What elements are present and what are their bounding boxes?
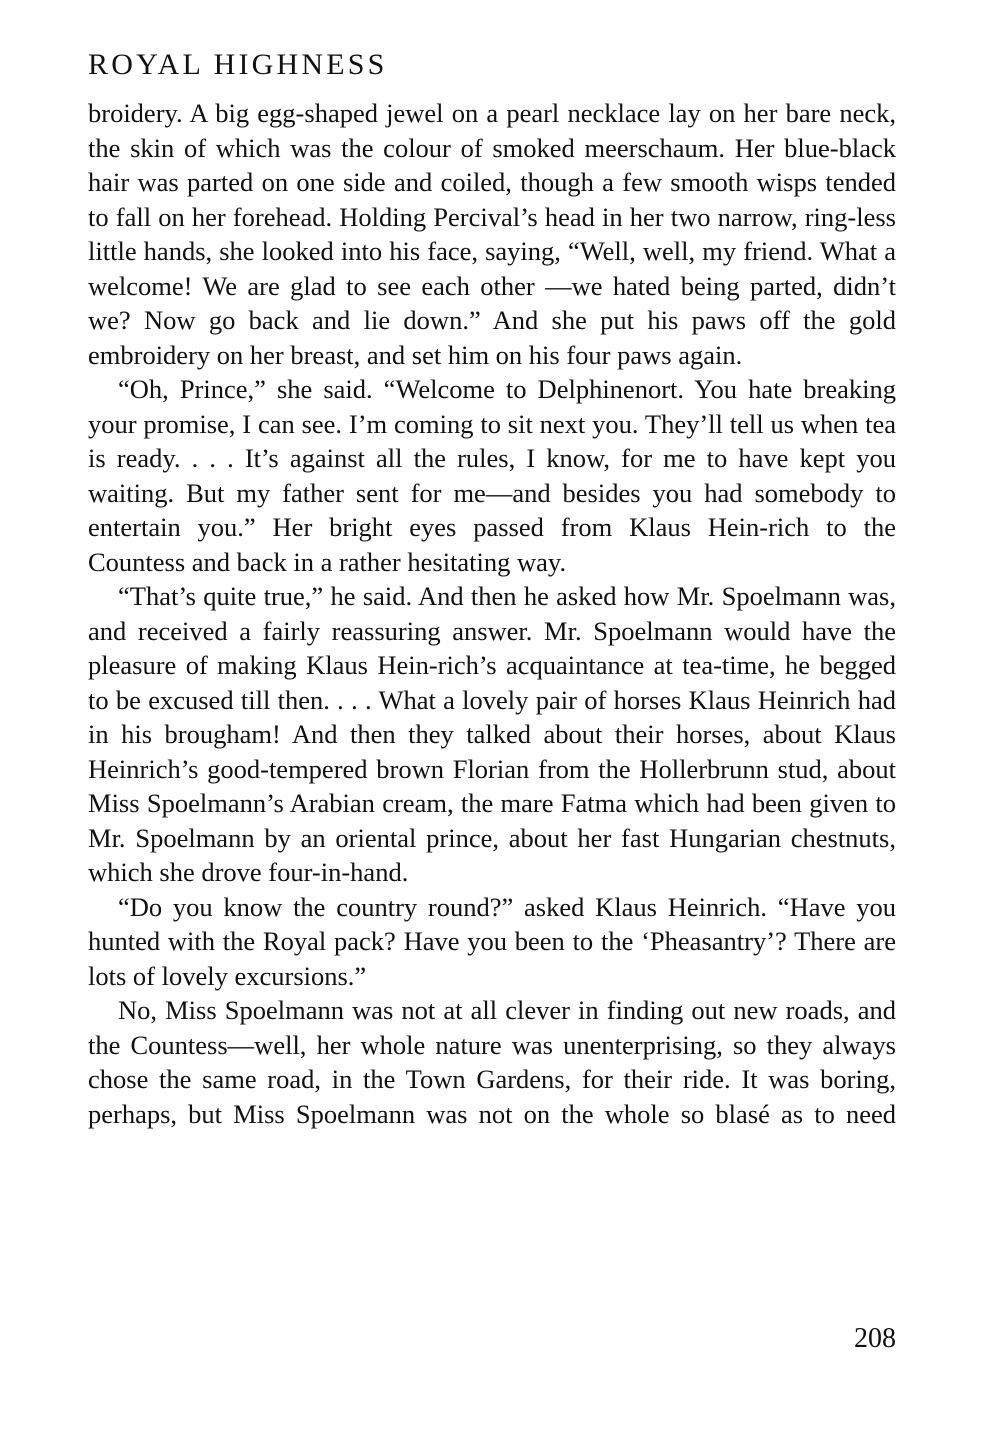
- paragraph-1: broidery. A big egg-shaped jewel on a pearl necklace lay on her bare neck, the skin of which was the colour of smoked meerschaum. Her blue-black hair was parted on one side and coiled, though a few smooth wisps tended to fall on her forehead. Holding Percival’s head in her two narrow, ring-less little hands, she looked into his face, saying, “Well, well, my friend. What a welcome! We are glad to see each other —we hated being parted, didn’t we? Now go back and lie down.” And she put his paws off the gold embroidery on her breast, and set him on his four paws again.: [88, 98, 896, 370]
- paragraph-3: “That’s quite true,” he said. And then he asked how Mr. Spoelmann was, and received a fairly reassuring answer. Mr. Spoelmann would have the pleasure of making Klaus Hein-rich’s acquaintance at tea-time, he begged to be excused till then. . . . What a lovely pair of horses Klaus Heinrich had in his brougham! And then they talked about their horses, about Klaus Heinrich’s good-tempered brown Florian from the Hollerbrunn stud, about Miss Spoelmann’s Arabian cream, the mare Fatma which had been given to Mr. Spoelmann by an oriental prince, about her fast Hungarian chestnuts, which she drove four-in-hand.: [88, 581, 896, 887]
- paragraph-4: “Do you know the country round?” asked Klaus Heinrich. “Have you hunted with the Royal pack? Have you been to the ‘Pheasantry’? There are lots of lovely excursions.”: [88, 891, 896, 991]
- running-head: ROYAL HIGHNESS: [88, 48, 388, 81]
- paragraph-2: “Oh, Prince,” she said. “Welcome to Delphinenort. You hate breaking your promise, I can see. I’m coming to sit next you. They’ll tell us when tea is ready. . . . It’s against all the rules, I know, for me to have kept you waiting. But my father sent for me—and besides you had somebody to entertain you.” Her bright eyes passed from Klaus Hein-rich to the Countess and back in a rather hesitating way.: [88, 374, 896, 577]
- page-number: 208: [854, 1323, 896, 1354]
- paragraph-5: No, Miss Spoelmann was not at all clever in finding out new roads, and the Countess—well, her whole nature was unenterprising, so they always chose the same road, in the Town Gardens, for their ride. It was boring, perhaps, but Miss Spoelmann was not on the whole so blasé as to need: [88, 995, 896, 1129]
- body-text: [88, 96, 896, 1131]
